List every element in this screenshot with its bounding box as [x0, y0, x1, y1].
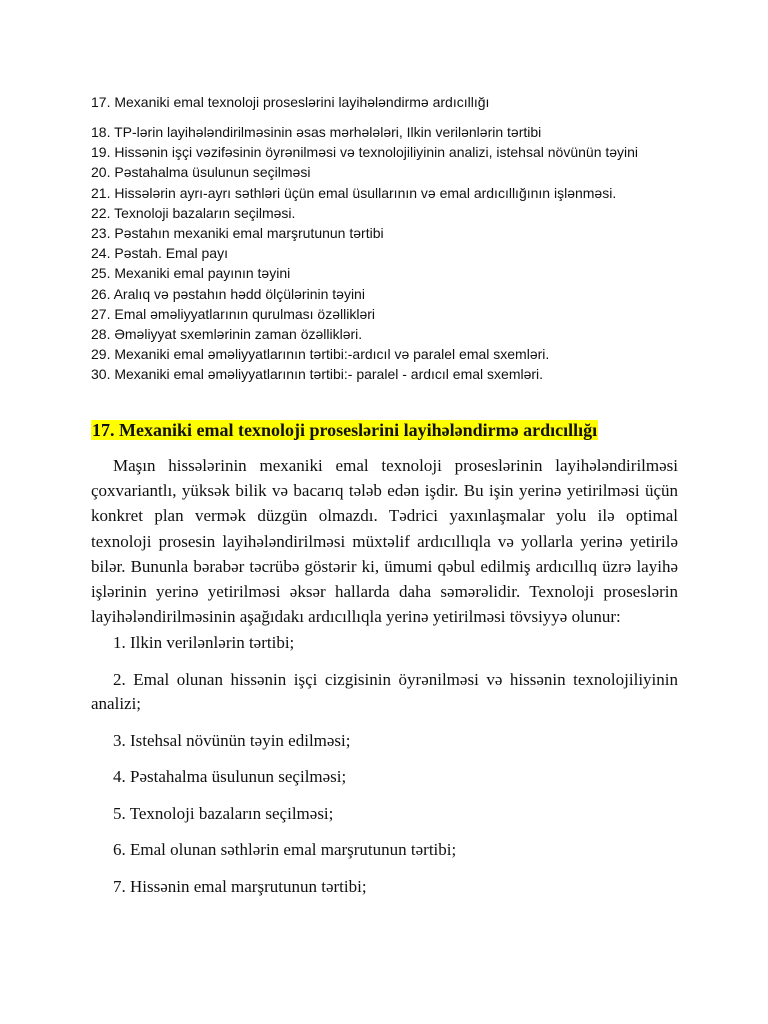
steps-list [91, 631, 678, 899]
step-item: 7. Hissənin emal marşrutunun tərtibi; [113, 876, 367, 896]
toc-item: 20. Pəstahalma üsulunun seçilməsi [91, 164, 311, 181]
toc-item: 29. Mexaniki emal əməliyyatlarının tərtibi:-ardıcıl və paralel emal sxemləri. [91, 346, 550, 363]
toc-item: 18. TP-lərin layihələndirilməsinin əsas mərhələləri, Ilkin verilənlərin tərtibi [91, 124, 542, 140]
highlighted-heading-text: 17. Mexaniki emal texnoloji proseslərini layihələndirmə ardıcıllığı [92, 420, 598, 440]
toc-item: 26. Aralıq və pəstahın hədd ölçülərinin təyini [91, 285, 365, 302]
toc-item: 30. Mexaniki emal əməliyyatlarının tərtibi:- paralel - ardıcıl emal sxemləri. [91, 366, 544, 383]
toc-item: 23. Pəstahın mexaniki emal marşrutunun tərtibi [91, 224, 384, 241]
toc-item: 27. Emal əməliyyatlarının qurulması özəllikləri [91, 305, 375, 322]
step-item: 5. Texnoloji bazaların seçilməsi; [113, 803, 334, 823]
toc-item: 21. Hissələrin ayrı-ayrı səthləri üçün emal üsullarının və emal ardıcıllığının işlənməsi. [91, 184, 617, 201]
toc-item: 22. Texnoloji bazaların seçilməsi. [91, 204, 296, 221]
body-paragraph: Maşın hissələrinin mexaniki emal texnoloji proseslərinin layihələndirilməsi çoxvariantlı, yüksək bilik və bacarıq tələb edən işdir. Bu işin yerinə yetirilməsi üçün konkret plan vermək düzgün olmazdı. Tədrici yaxınlaşmalar yolu ilə optimal texnoloji prosesin layihələndirilməsi müxtəlif ardıcıllıqla və yollarla yerinə yetirilə bilər. Bununla bərabər təcrübə göstərir ki, ümumi qəbul edilmiş ardıcıllıq üzrə layihə işlərinin yerinə yetirilməsi əksər hallarda daha səmərəlidir. Texnoloji proseslərin layihələndirilməsinin aşağıdakı ardıcıllıqla yerinə yetirilməsi tövsiyyə olunur: [91, 456, 678, 627]
toc-item: 17. Mexaniki emal texnoloji proseslərini layihələndirmə ardıcıllığı [91, 94, 490, 110]
section-heading [91, 418, 598, 442]
step-item: 4. Pəstahalma üsulunun seçilməsi; [113, 767, 347, 786]
toc-list [91, 122, 638, 384]
toc-item: 19. Hissənin işçi vəzifəsinin öyrənilməsi və texnolojiliyinin analizi, istehsal növünün təyini [91, 144, 639, 161]
step-item: 1. Ilkin verilənlərin tərtibi; [113, 633, 295, 652]
step-item: 6. Emal olunan səthlərin emal marşrutunun tərtibi; [113, 840, 457, 859]
toc-item: 28. Əməliyyat sxemlərinin zaman özəllikləri. [91, 325, 363, 342]
toc-item: 25. Mexaniki emal payının təyini [91, 265, 291, 282]
toc-item: 24. Pəstah. Emal payı [91, 245, 228, 262]
step-item: 3. Istehsal növünün təyin edilməsi; [113, 730, 351, 750]
step-item: 2. Emal olunan hissənin işçi cizgisinin öyrənilməsi və hissənin texnolojiliyinin analizi; [91, 669, 678, 713]
